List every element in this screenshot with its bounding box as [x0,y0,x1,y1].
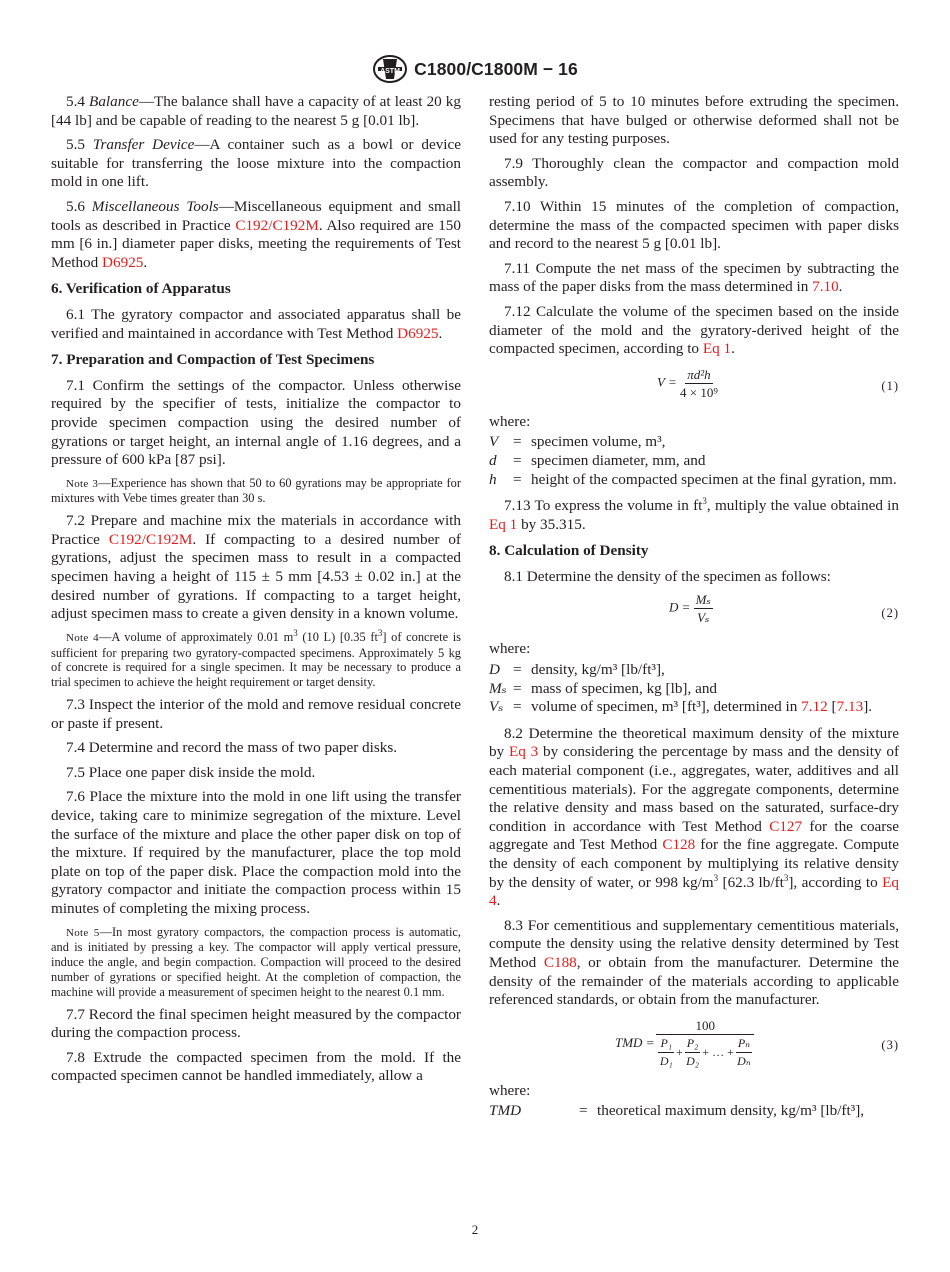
para-7-3: 7.3 Inspect the interior of the mold and remove residual concrete or paste if present. [51,696,461,732]
note-4: Note 4—A volume of approximately 0.01 $m^3$ (10 L) [0.35 $ft^3$] of concrete is sufficient for preparing two gyratory-compacted specimens. Approximately 5 kg of concrete is required for a single specimen. It may be necessary to produce a trial specimen to achieve the height requirement or target density. [51,627,462,690]
para-7-8-continued: resting period of 5 to 10 minutes before extruding the specimen. Specimens that have bulged or otherwise deformed shall not be used for any testing purposes. [489,93,899,148]
definition-row: TMD = theoretical maximum density, kg/m³ [lb/ft³], [489,1102,865,1120]
ref-link[interactable]: D6925 [397,324,439,342]
standard-designation: C1800/C1800M − 16 [414,58,578,79]
ref-link[interactable]: C128 [662,836,696,854]
definition-row: d = specimen diameter, mm, and [489,451,706,469]
para-7-10: 7.10 Within 15 minutes of the completion of compaction, determine the mass of the compacted specimen with paper disks and record to the nearest 5 g [0.01 lb]. [489,197,899,253]
ref-link[interactable]: 7.13 [836,698,864,716]
where-label: where: [489,1081,531,1099]
ref-link[interactable]: C192/C192M [235,216,319,234]
eq3-term-den: D₁ [659,1053,673,1068]
ref-link[interactable]: Eq 1 [702,340,732,358]
page-number: 2 [471,1222,479,1237]
astm-logo-icon [372,54,408,84]
ref-link[interactable]: 7.10 [812,278,839,296]
eq2-lhs: D = [669,599,691,615]
eq3-plus: + [676,1044,683,1059]
definition-row: Vₛ = volume of specimen, m³ [ft³], determined in 7.12 [7.13]. [489,698,873,716]
where-label: where: [489,640,531,658]
eq2-definitions [489,661,899,717]
eq3-lhs: TMD = [615,1034,655,1050]
eq1-number: (1) [881,378,899,393]
para-7-7: 7.7 Record the final specimen height measured by the compactor during the compaction process. [51,1005,461,1042]
page-header [0,52,950,86]
ref-link[interactable]: Eq 3 [508,743,539,761]
eq3-term-num: P₂ [685,1036,701,1053]
eq3-number: (3) [881,1037,899,1052]
eq3-plus: + … + [702,1044,734,1059]
para-7-9: 7.9 Thoroughly clean the compactor and compaction mold assembly. [489,154,899,191]
eq3-numerator: 100 [656,1018,754,1035]
equation-1 [489,365,899,405]
section-7-heading: 7. Preparation and Compaction of Test Specimens [51,351,375,369]
para-7-11: 7.11 Compute the net mass of the specimen by subtracting the mass of the paper disks from the mass determined in 7.10. [489,259,899,296]
definition-row: V = specimen volume, m³, [489,433,666,451]
left-column [51,93,461,1092]
para-5-6: 5.6 Miscellaneous Tools—Miscellaneous equipment and small tools as described in Practice C192/C192M. Also required are 150 mm [6 in.] diameter paper disks, meeting the requirements of Test Method D6925. [51,197,462,271]
para-7-6: 7.6 Place the mixture into the mold in one lift using the transfer device, taking care to minimize segregation of the mixture. Level the surface of the mixture and place the other paper disk on top of the mixture. If required by the manufacturer, place the top mold plate on top of the paper disk. Place the compaction mold into the gyratory compactor and initiate the compaction process within 15 minutes of completing the mixing process. [51,788,461,917]
eq2-number: (2) [881,606,899,621]
eq3-term-den: D₂ [686,1053,699,1068]
definition-row: h = height of the compacted specimen at the final gyration, mm. [489,470,897,488]
para-7-1: 7.1 Confirm the settings of the compactor. Unless otherwise required by the specifier of tests, initialize the compactor to provide specimen compaction using the desired number of gyrations or target height, an internal angle of 1.16 degrees, and a pressure of 600 kPa [87 psi]. [51,376,461,469]
ref-link[interactable]: D6925 [102,253,144,271]
ref-link[interactable]: C188 [543,953,577,971]
svg-text:ASTM: ASTM [380,68,401,75]
ref-link[interactable]: C127 [769,817,803,835]
para-7-4: 7.4 Determine and record the mass of two paper disks. [66,739,398,757]
para-7-13: 7.13 To express the volume in $ft^3$, multiply the value obtained in Eq 1 by 35.315. [489,496,899,533]
section-8-heading: 8. Calculation of Density [489,542,649,560]
eq1-definitions [489,433,899,489]
section-6-heading: 6. Verification of Apparatus [51,280,231,298]
definition-row: Mₛ = mass of specimen, kg [lb], and [489,679,718,697]
para-7-12: 7.12 Calculate the volume of the specimen based on the inside diameter of the mold and the gyratory-derived height of the compacted specimen, according to Eq 1. [489,302,899,358]
note-3: Note 3—Experience has shown that 50 to 60 gyrations may be appropriate for mixtures with Vebe times greater than 30 s. [51,475,461,506]
eq1-lhs: V = [657,374,677,390]
where-label: where: [489,412,531,430]
eq3-term-num: Pₙ [736,1036,752,1053]
eq1-numerator: πd²h [687,366,711,382]
ref-link[interactable]: 7.12 [801,698,828,716]
para-5-4: 5.4 Balance—The balance shall have a capacity of at least 20 kg [44 lb] and be capable of reading to the nearest 5 g [0.01 lb]. [51,93,461,129]
para-8-2: 8.2 Determine the theoretical maximum density of the mixture by Eq 3 by considering the percentage by mass and the density of each material component (i.e., aggregates, water, additives and all cementitious materials). For the aggregate components, determine the relative density and mass based on the saturated, surface-dry condition in accordance with Test Method C127 for the coarse aggregate and Test Method C128 for the fine aggregate. Compute the density of each component by multiplying its relative density by the density of water, or 998 $kg/m^3$ [62.3 $lb/ft^3$], according to Eq 4. [489,724,900,910]
para-7-5: 7.5 Place one paper disk inside the mold. [66,763,316,781]
eq3-term-num: P₁ [658,1036,674,1053]
definition-row: D = density, kg/m³ [lb/ft³], [489,661,665,679]
equation-3 [489,1016,899,1074]
eq2-denominator: Vₛ [697,610,710,626]
ref-link[interactable]: C192/C192M [108,530,193,548]
right-column [489,93,899,1121]
equation-2 [489,592,899,632]
eq1-denominator: 4 × 10⁹ [679,384,718,400]
para-5-5: 5.5 Transfer Device—A container such as a bowl or device suitable for transferring the loose mixture into the compaction mold in one lift. [51,136,462,191]
eq2-numerator: Mₛ [695,592,711,608]
ref-link[interactable]: Eq 4 [489,873,899,910]
para-8-3: 8.3 For cementitious and supplementary cementitious materials, compute the density using the relative density determined by Test Method C188, or obtain from the manufacturer. Determine the density of the remainder of the materials according to applicable referenced standards, or obtain from the manufacturer. [489,916,899,1009]
note-5: Note 5—In most gyratory compactors, the compaction process is automatic, and is initiated by pressing a key. The compactor will apply vertical pressure, induce the angle, and begin compaction. Compaction will proceed to the desired number of gyrations or specified height. At the completion of compaction, the machine will provide a measurement of specimen height to the nearest 0.1 mm. [51,924,461,999]
para-6-1: 6.1 The gyratory compactor and associated apparatus shall be verified and maintained in accordance with Test Method D6925. [51,305,461,342]
para-8-1: 8.1 Determine the density of the specimen as follows: [504,567,831,585]
ref-link[interactable]: Eq 1 [489,515,518,533]
para-7-2: 7.2 Prepare and machine mix the materials in accordance with Practice C192/C192M. If compacting to a desired number of gyrations, adjust the specimen mass to result in a compacted specimen having a height of 115 ± 5 mm [4.53 ± 0.02 in.] at the desired number of gyrations. If compacting to a target height, adjust specimen mass to create a given density in a known volume. [51,512,461,623]
eq3-term-den: Dₙ [737,1053,751,1068]
para-7-8: 7.8 Extrude the compacted specimen from the mold. If the compacted specimen cannot be handled immediately, allow a [51,1048,461,1085]
